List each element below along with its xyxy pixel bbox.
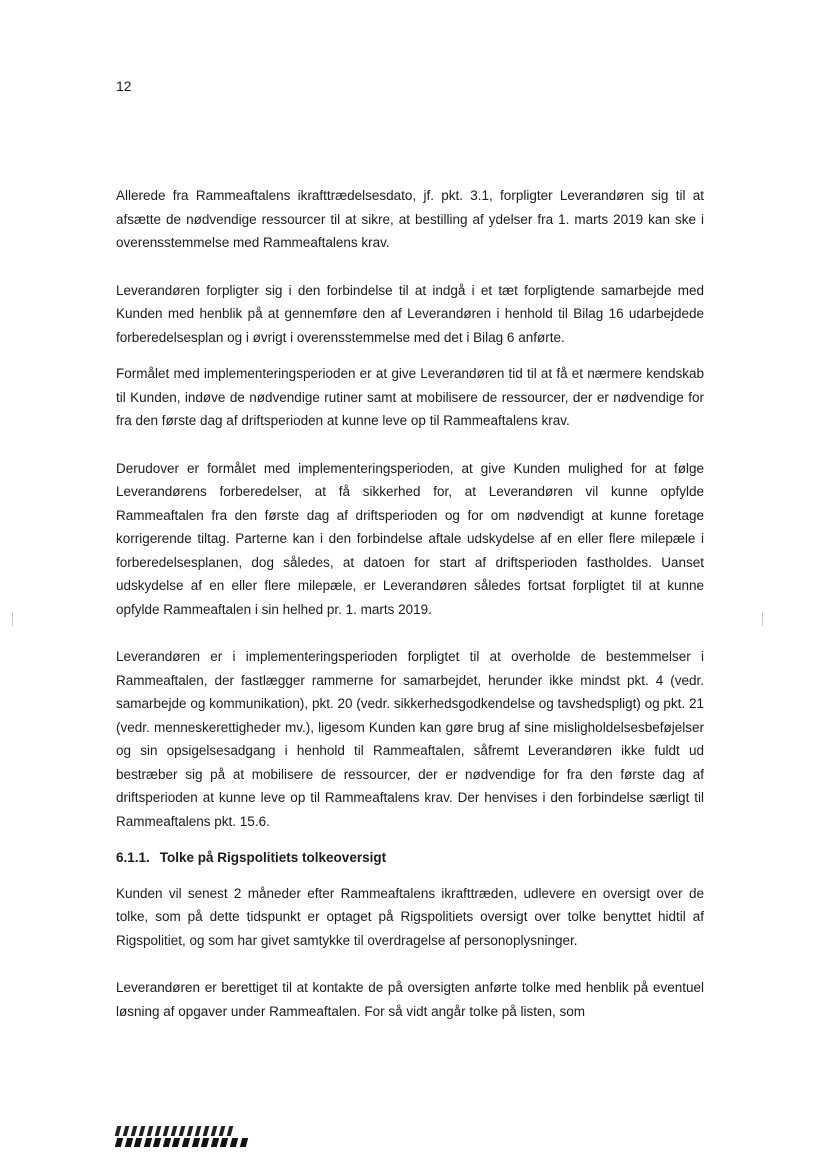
scan-edge-mark-left — [12, 612, 13, 626]
paragraph-2: Leverandøren forpligter sig i den forbindelse til at indgå i et tæt forpligtende samarbejde med Kunden med henblik på at gennemføre den af Leverandøren i henhold til Bilag 16 udarbejdede forberedelsesplan og i øvrigt i overensstemmelse med det i Bilag 6 anførte. — [116, 282, 704, 345]
paragraph-4: Derudover er formålet med implementeringsperioden, at give Kunden mulighed for at følge Leverandørens forberedelser, at få sikkerhed for, at Leverandøren vil kunne opfylde Rammeaftalen fra den første dag af driftsperioden og for om nødvendigt at kunne foretage korrigerende tiltag. Parterne kan i den forbindelse aftale udskydelse af en eller flere milepæle i forberedelsesplanen, dog således, at datoen for start af driftsperioden fastholdes. Uanset udskydelse af en eller flere milepæle, er Leverandøren således fortsat forpligtet til at kunne opfylde Rammeaftalen i sin helhed pr. 1. marts 2019. — [116, 460, 704, 617]
section-heading — [116, 846, 704, 870]
scan-edge-mark-right — [762, 612, 763, 626]
section-paragraph-1: Kunden vil senest 2 måneder efter Rammeaftalens ikrafttræden, udlevere en oversigt over de tolke, som på dette tidspunkt er optaget på Rigspolitiets oversigt over tolke benyttet hidtil af Rigspolitiet, og som har givet samtykke til overdragelse af personoplysninger. — [116, 885, 704, 948]
section-number: 6.1.1. — [116, 850, 150, 865]
paragraph-3: Formålet med implementeringsperioden er at give Leverandøren tid til at få et nærmere kendskab til Kunden, indøve de nødvendige rutiner samt at mobilisere de ressourcer, der er nødvendige for fra den første dag af driftsperioden at kunne leve op til Rammeaftalens krav. — [116, 366, 704, 428]
page-number: 12 — [116, 78, 132, 94]
paragraph-1: Allerede fra Rammeaftalens ikrafttrædelsesdato, jf. pkt. 3.1, forpligter Leverandøren sig til at afsætte de nødvendige ressourcer til at sikre, at bestilling af ydelser fra 1. marts 2019 kan ske i overensstemmelse med Rammeaftalens krav. — [116, 188, 704, 250]
section-paragraph-2: Leverandøren er berettiget til at kontakte de på oversigten anførte tolke med henblik på eventuel løsning af opgaver under Rammeaftalen. For så vidt angår tolke på listen, som — [116, 980, 704, 1019]
footer-barcode-icon — [116, 1126, 246, 1147]
paragraph-5: Leverandøren er i implementeringsperioden forpligtet til at overholde de bestemmelser i Rammeaftalen, der fastlægger rammerne for samarbejdet, herunder ikke mindst pkt. 4 (vedr. samarbejde og kommunikation), pkt. 20 (vedr. sikkerhedsgodkendelse og tavshedspligt) og pkt. 21 (vedr. menneskerettigheder mv.), ligesom Kunden kan gøre brug af sine misligholdelsesbeføjelser og sin opsigelsesadgang i henhold til Rammeaftalen, såfremt Leverandøren ikke fuldt ud bestræber sig på at mobilisere de ressourcer, der er nødvendige for fra den første dag af driftsperioden at kunne leve op til Rammeaftalens krav. Der henvises i den forbindelse særligt til Rammeaftalens pkt. 15.6. — [116, 649, 704, 829]
section-title: Tolke på Rigspolitiets tolkeoversigt — [159, 850, 387, 865]
document-body — [116, 184, 704, 1044]
